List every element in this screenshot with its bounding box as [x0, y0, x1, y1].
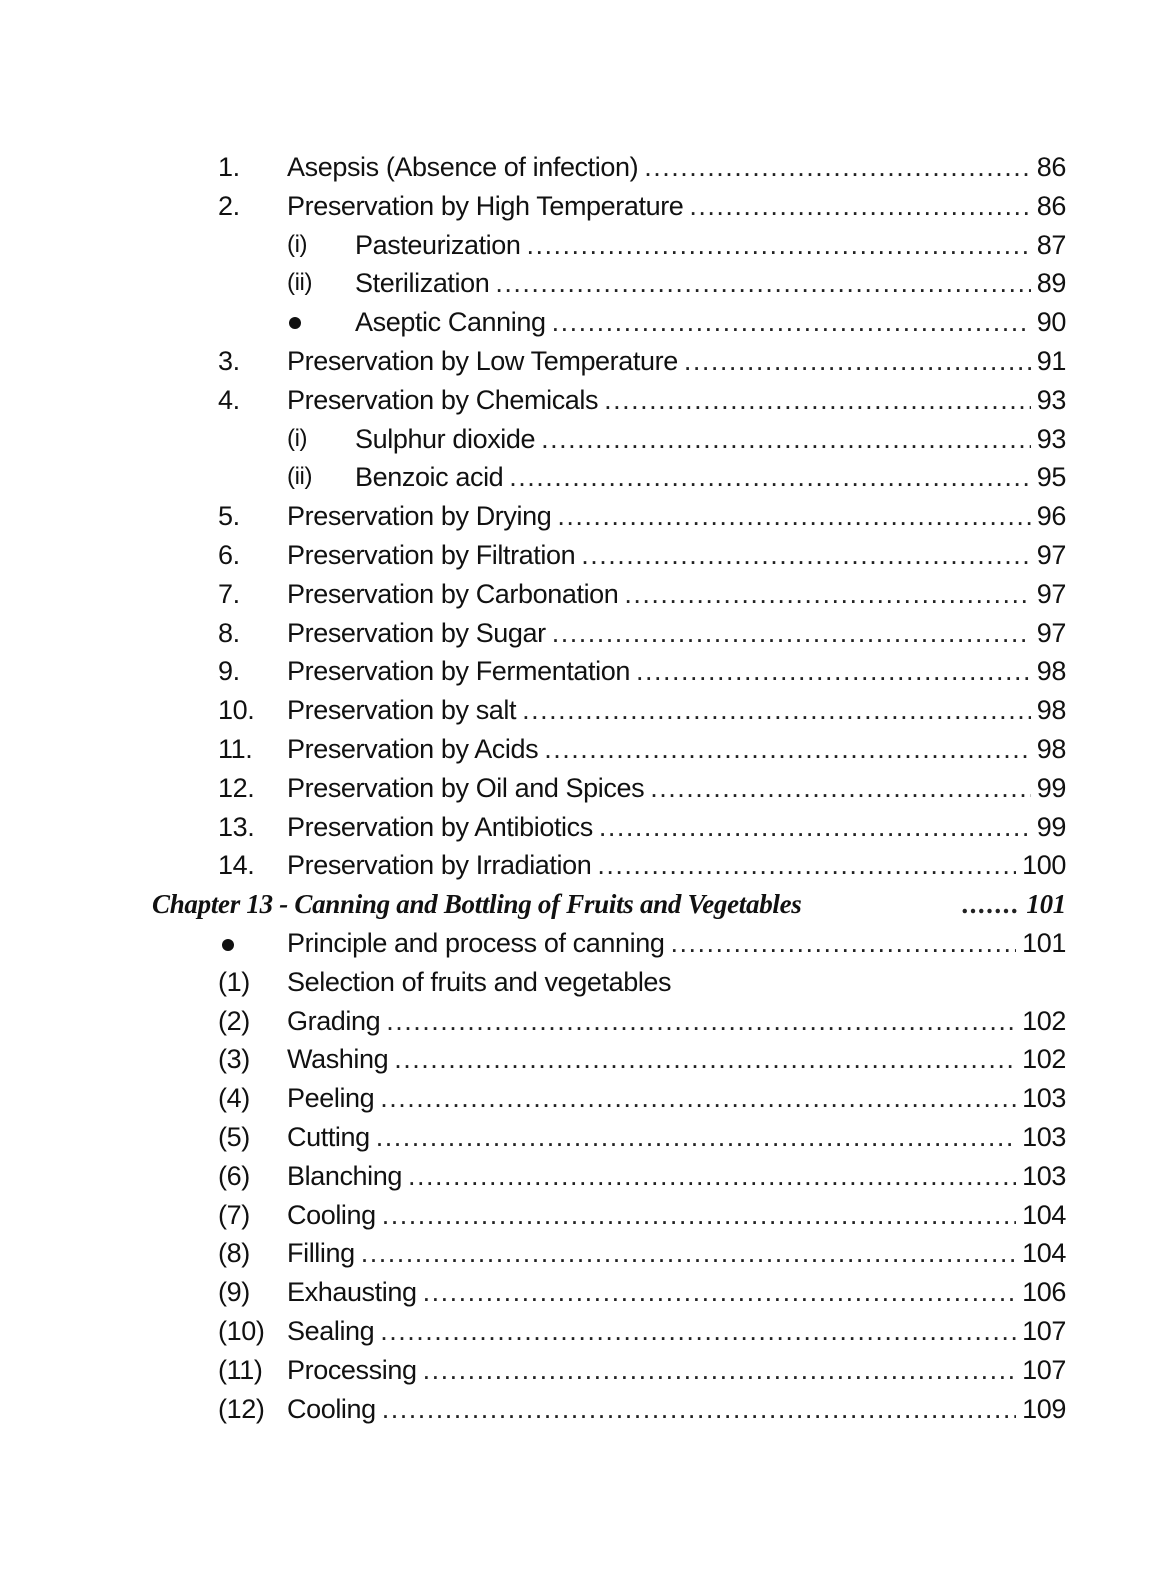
toc-entry: [287, 381, 1066, 420]
entry-number: (ii): [287, 463, 313, 491]
toc-subrow: [0, 226, 1163, 265]
toc-row: [0, 1079, 1163, 1118]
entry-number: (ii): [287, 269, 313, 297]
chapter-entry: [152, 885, 1066, 924]
entry-number: 2.: [218, 190, 240, 221]
toc-row: [0, 342, 1163, 381]
entry-title: Exhausting: [287, 1277, 417, 1308]
toc-subrow: [0, 264, 1163, 303]
toc-row: [0, 1040, 1163, 1079]
entry-title: Preservation by Chemicals: [287, 384, 599, 415]
dot-leader: [581, 536, 1031, 575]
page-number: 98: [1036, 656, 1066, 687]
toc-entry: [287, 1234, 1066, 1273]
toc-entry: [287, 497, 1066, 536]
entry-number: (7): [218, 1199, 250, 1230]
entry-number: 9.: [218, 656, 240, 687]
page-number: 87: [1036, 229, 1066, 260]
toc-row: [0, 536, 1163, 575]
page-number: 93: [1036, 423, 1066, 454]
entry-number: 12.: [218, 772, 255, 803]
page-number: 99: [1036, 772, 1066, 803]
toc-entry: [287, 1118, 1066, 1157]
entry-title: Blanching: [287, 1160, 402, 1191]
entry-number: 14.: [218, 850, 255, 881]
toc-row: [0, 769, 1163, 808]
entry-number: (3): [218, 1044, 250, 1075]
toc-entry: [287, 730, 1066, 769]
page-number: 93: [1036, 384, 1066, 415]
entry-title: Preservation by Fermentation: [287, 656, 630, 687]
entry-title: Selection of fruits and vegetables: [287, 966, 672, 997]
entry-number: 6.: [218, 539, 240, 570]
page-number: 99: [1036, 811, 1066, 842]
page-number: 101: [1022, 927, 1066, 958]
toc-entry: [287, 614, 1066, 653]
page-number: 104: [1022, 1199, 1066, 1230]
entry-number: (10): [218, 1315, 265, 1346]
toc-entry: [287, 148, 1066, 187]
toc-entry: [287, 1040, 1066, 1079]
entry-number: 10.: [218, 695, 255, 726]
dot-leader: [408, 1157, 1016, 1196]
dot-leader: [636, 652, 1031, 691]
entry-number: (i): [287, 230, 308, 258]
dot-leader: [650, 769, 1031, 808]
entry-number: 4.: [218, 384, 240, 415]
entry-title: Asepsis (Absence of infection): [287, 152, 639, 182]
page-number: 89: [1036, 268, 1066, 299]
dot-leader: [604, 381, 1031, 420]
dot-leader: [624, 575, 1030, 614]
page-number: 107: [1022, 1315, 1066, 1346]
entry-number: 13.: [218, 811, 255, 842]
dot-leader: [394, 1040, 1016, 1079]
toc-row: [0, 1118, 1163, 1157]
dot-leader: [544, 730, 1031, 769]
page-number: 103: [1022, 1083, 1066, 1114]
toc-entry: [287, 1312, 1066, 1351]
entry-title: Processing: [287, 1354, 417, 1385]
toc-entry: [287, 1351, 1066, 1390]
dot-leader: [380, 1079, 1016, 1118]
dot-leader: [361, 1234, 1016, 1273]
entry-title: Sterilization: [355, 268, 490, 299]
toc-entry: [287, 575, 1066, 614]
page-number: 97: [1036, 539, 1066, 570]
entry-number: 5.: [218, 501, 240, 532]
entry-title: Preservation by Irradiation: [287, 850, 592, 881]
toc-entry: [287, 808, 1066, 847]
dot-leader: [382, 1390, 1016, 1429]
entry-number: (i): [287, 424, 308, 452]
toc-subrow: [0, 303, 1163, 342]
dot-leader: [423, 1273, 1017, 1312]
toc-row: [0, 1196, 1163, 1235]
toc-row: [0, 691, 1163, 730]
toc-row: [0, 1234, 1163, 1273]
entry-title: Washing: [287, 1044, 389, 1075]
chapter-page-number: 101: [1026, 889, 1066, 920]
chapter-heading: [0, 885, 1163, 924]
toc-entry: [355, 458, 1066, 497]
page-number: 86: [1036, 190, 1066, 221]
entry-title: Filling: [287, 1238, 355, 1269]
toc-entry: [355, 226, 1066, 265]
page-number: 103: [1022, 1121, 1066, 1152]
dot-leader: [962, 885, 1020, 924]
entry-title: Preservation by Low Temperature: [287, 345, 678, 376]
page-number: 90: [1036, 307, 1066, 338]
entry-title: Principle and process of canning: [287, 927, 665, 958]
page-number: 109: [1022, 1393, 1066, 1424]
toc-entry: [355, 264, 1066, 303]
dot-leader: [552, 303, 1031, 342]
dot-leader: [527, 226, 1031, 265]
toc-entry: [287, 1196, 1066, 1235]
entry-number: (5): [218, 1121, 250, 1152]
entry-title: Preservation by Filtration: [287, 539, 576, 570]
toc-entry: [355, 420, 1066, 459]
toc-entry: [287, 187, 1066, 226]
toc-row: [0, 846, 1163, 885]
dot-leader: [423, 1351, 1017, 1390]
page-number: 107: [1022, 1354, 1066, 1385]
page-number: 104: [1022, 1238, 1066, 1269]
entry-number: (4): [218, 1083, 250, 1114]
page-number: 95: [1036, 462, 1066, 493]
entry-title: Preservation by Carbonation: [287, 578, 619, 609]
dot-leader: [382, 1196, 1016, 1235]
toc-row: [0, 1390, 1163, 1429]
dot-leader: [541, 420, 1031, 459]
dot-leader: [552, 614, 1031, 653]
toc-row: [0, 187, 1163, 226]
toc-entry: [287, 652, 1066, 691]
toc-entry: [287, 963, 1066, 1002]
entry-title: Preservation by Oil and Spices: [287, 772, 645, 803]
entry-title: Sulphur dioxide: [355, 423, 536, 454]
toc-entry: [287, 769, 1066, 808]
entry-title: Preservation by Sugar: [287, 617, 546, 648]
chapter-title: Chapter 13 - Canning and Bottling of Fruits and Vegetables: [152, 889, 802, 920]
toc-row: [0, 652, 1163, 691]
bullet-icon: [218, 924, 234, 963]
entry-title: Benzoic acid: [355, 462, 504, 493]
dot-leader: [380, 1312, 1016, 1351]
dot-leader: [599, 808, 1031, 847]
entry-title: Peeling: [287, 1083, 375, 1114]
entry-number: 1.: [218, 152, 240, 182]
entry-number: (1): [218, 966, 250, 997]
toc-row: [0, 497, 1163, 536]
table-of-contents: [0, 148, 1163, 1428]
toc-row: [0, 1002, 1163, 1041]
toc-row: [0, 963, 1163, 1002]
page-number: 97: [1036, 578, 1066, 609]
page-number: 106: [1022, 1277, 1066, 1308]
toc-row: [0, 1157, 1163, 1196]
entry-number: 7.: [218, 578, 240, 609]
toc-row: [0, 575, 1163, 614]
toc-entry: [287, 1390, 1066, 1429]
dot-leader: [522, 691, 1031, 730]
dot-leader: [386, 1002, 1016, 1041]
toc-row: [0, 1351, 1163, 1390]
toc-entry: [287, 1079, 1066, 1118]
page-number: 98: [1036, 733, 1066, 764]
dot-leader: [557, 497, 1030, 536]
page-number: 100: [1022, 850, 1066, 881]
page-number: 91: [1036, 345, 1066, 376]
page-number: 96: [1036, 501, 1066, 532]
toc-row: [0, 924, 1163, 963]
entry-title: Preservation by Drying: [287, 501, 552, 532]
toc-row: [0, 614, 1163, 653]
dot-leader: [597, 846, 1016, 885]
dot-leader: [376, 1118, 1016, 1157]
entry-title: Cooling: [287, 1199, 376, 1230]
page-number: 86: [1036, 152, 1066, 182]
toc-subrow: [0, 458, 1163, 497]
entry-number: (2): [218, 1005, 250, 1036]
entry-number: (8): [218, 1238, 250, 1269]
entry-title: Preservation by Antibiotics: [287, 811, 593, 842]
toc-row: [0, 1312, 1163, 1351]
bullet-icon: [287, 303, 301, 342]
dot-leader: [495, 264, 1030, 303]
dot-leader: [670, 924, 1016, 963]
toc-row: [0, 1273, 1163, 1312]
toc-entry: [287, 691, 1066, 730]
entry-title: Preservation by Acids: [287, 733, 539, 764]
toc-subrow: [0, 420, 1163, 459]
toc-entry: [355, 303, 1066, 342]
entry-title: Cooling: [287, 1393, 376, 1424]
entry-title: Grading: [287, 1005, 381, 1036]
toc-entry: [287, 846, 1066, 885]
dot-leader: [689, 187, 1030, 226]
entry-title: Sealing: [287, 1315, 375, 1346]
toc-entry: [287, 1273, 1066, 1312]
toc-entry: [287, 342, 1066, 381]
page-number: 102: [1022, 1005, 1066, 1036]
toc-row: [0, 730, 1163, 769]
entry-title: Cutting: [287, 1121, 370, 1152]
dot-leader: [684, 342, 1031, 381]
entry-title: Aseptic Canning: [355, 307, 546, 338]
page-number: 103: [1022, 1160, 1066, 1191]
page-number: 97: [1036, 617, 1066, 648]
entry-number: (6): [218, 1160, 250, 1191]
entry-number: 11.: [218, 733, 253, 764]
entry-number: (9): [218, 1277, 250, 1308]
entry-title: Preservation by salt: [287, 695, 517, 726]
page-number: 98: [1036, 695, 1066, 726]
entry-number: 8.: [218, 617, 240, 648]
dot-leader: [644, 148, 1031, 187]
entry-number: 3.: [218, 345, 240, 376]
toc-row: [0, 148, 1163, 187]
entry-number: (12): [218, 1393, 265, 1424]
dot-leader: [509, 458, 1030, 497]
toc-row: [0, 381, 1163, 420]
toc-entry: [287, 1002, 1066, 1041]
toc-entry: [287, 1157, 1066, 1196]
entry-title: Preservation by High Temperature: [287, 190, 684, 221]
toc-row: [0, 808, 1163, 847]
toc-entry: [287, 924, 1066, 963]
entry-title: Pasteurization: [355, 229, 521, 260]
entry-number: (11): [218, 1354, 263, 1385]
page-number: 102: [1022, 1044, 1066, 1075]
toc-entry: [287, 536, 1066, 575]
